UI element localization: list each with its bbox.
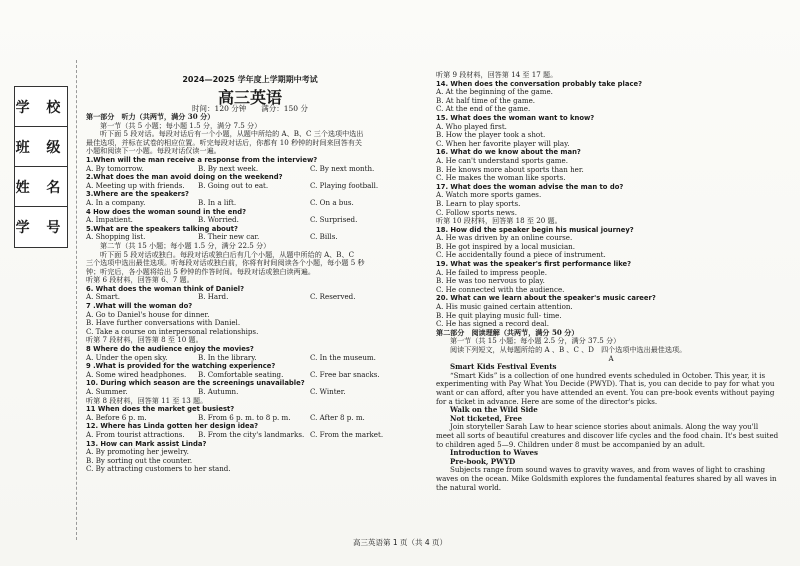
text-line: C. He accidentally found a piece of instrument. [436,250,606,260]
text-line: 最佳选项，并标在试卷的相应位置。听完每段对话后，你都有 10 秒钟的时间来回答有关 [86,137,363,147]
text-line: B. How the player took a shot. [436,130,546,140]
text-line: A. His music gained certain attention. [436,302,573,312]
text-line: 小题和阅读下一小题。每段对话仅读一遍。 [86,146,221,156]
answer-option: C. Surprised. [310,215,358,225]
answer-option: B. From 6 p. m. to 8 p. m. [198,412,291,422]
text-line: experimenting with Pay What You Decide (PWYD). That is, you can decide to pay for what you [436,379,775,389]
question-text: 5.What are the speakers talking about? [86,224,238,233]
text-line: 听第 6 段材料，回答第 6、7 题。 [86,275,194,285]
text-line: “Smart Kids” is a collection of one hundred events scheduled in October. This year, it is [450,370,766,380]
answer-option: C. Winter. [310,387,346,396]
question-text: 19. What was the speaker's first performance like? [436,260,632,269]
text-line: A. Go to Daniel's house for dinner. [86,309,210,319]
subject-title: 高三英语 [217,88,282,107]
answer-option: A. Before 6 p. m. [86,412,147,422]
answer-option: A. By tomorrow. [86,163,144,173]
text-line: for a ticket in advance. Here are some of the director's picks. [436,396,658,406]
question-text: 17. What does the woman advise the man to do? [436,182,624,191]
answer-option: A. Shopping list. [86,232,146,242]
text-line: B. He was too nervous to play. [436,276,545,286]
text-line: 听第 9 段材料，回答第 14 至 17 题。 [436,70,558,79]
answer-options [86,182,416,191]
text-line: B. Have further conversations with Daniel. [86,318,241,328]
question-text: 12. Where has Linda gotten her design idea? [86,422,259,431]
text-line: A. He was driven by an online course. [436,233,573,243]
answer-options [86,414,416,423]
answer-option: B. By next week. [198,163,259,173]
text-line: 第一部分 听力（共两节，满分 30 分） [86,112,215,121]
answer-option: C. After 8 p. m. [310,412,365,422]
text-line: C. Follow sports news. [436,207,517,217]
text-line: 第一节（共 5 小题；每小题 1.5 分，满分 7.5 分） [100,120,262,130]
answer-option: B. Their new car. [198,232,260,242]
answer-option: B. Comfortable seating. [198,369,284,379]
answer-option: A. From tourist attractions. [86,429,185,439]
question-text: 3.Where are the speakers? [86,190,189,199]
question-text: 8 Where do the audience enjoy the movies? [86,345,254,354]
answer-option: A. In a company. [86,197,146,207]
answer-options [86,293,416,302]
text-line: B. At half time of the game. [436,95,536,105]
question-text: 6. What does the woman think of Daniel? [86,284,245,293]
question-text: 2.What does the man avoid doing on the weekend? [86,173,283,182]
student-info-box [14,86,68,248]
answer-option: A. Meeting up with friends. [86,180,185,190]
text-line: C. He has signed a record deal. [436,319,550,329]
text-line: waves on the ocean. Mike Goldsmith explores the fundamental features shared by all waves in [436,473,777,483]
right-column [436,71,786,492]
text-line: 三个选项中选出最佳选项。听每段对话或独白前，你将有时间阅读各个小题，每小题 5 秒 [86,258,365,268]
answer-options [86,371,416,380]
text-line: B. He got inspired by a local musician. [436,241,576,251]
question-text: 14. When does the conversation probably take place? [436,79,643,88]
text-line: A. Who played first. [436,121,507,131]
text-line: A [608,353,614,363]
text-line: 听第 8 段材料，回答第 11 至 13 题。 [86,395,208,405]
text-line: B. He knows more about sports than her. [436,164,584,174]
answer-option: B. Autumn. [198,387,239,396]
text-line: meet all sorts of beautiful creatures and discover life cycles and the food chain. It's best suited [436,430,779,440]
answer-option: C. On a bus. [310,197,354,207]
question-text: 15. What does the woman want to know? [436,113,595,122]
question-text: 11 When does the market get busiest? [86,405,235,414]
text-line: Introduction to Waves [450,448,539,458]
text-line: 听下面 5 段对话。每段对话后有一个小题，从题中所给的 A、B、C 三个选项中选出 [100,129,364,139]
answer-options [86,354,416,363]
answer-options [86,165,416,174]
text-line: Subjects range from sound waves to gravity waves, and from waves of light to crashing [450,465,766,475]
question-text: 18. How did the speaker begin his musical journey? [436,225,634,234]
answer-options [86,431,416,440]
text-line: 听第 10 段材料，回答第 18 至 20 题。 [436,216,562,226]
question-text: 10. During which season are the screenings unavailable? [86,379,305,388]
question-text: 1.When will the man receive a response from the interview? [86,155,318,164]
answer-option: C. From the market. [310,429,384,439]
answer-option: B. Hard. [198,292,229,302]
answer-option: B. Worried. [198,215,239,225]
text-line: Walk on the Wild Side [450,405,538,415]
binding-divider [76,60,77,540]
answer-option: C. Playing football. [310,180,379,190]
text-line: Smart Kids Festival Events [450,362,557,372]
answer-option: B. In a lift. [198,197,237,207]
text-line: 第一节（共 15 小题；每小题 2.5 分，满分 37.5 分） [450,336,621,346]
text-line: B. By sorting out the counter. [86,455,193,465]
text-line: C. When her favorite player will play. [436,138,570,148]
answer-option: C. In the museum. [310,352,376,362]
text-line: 听第 7 段材料，回答第 8 至 10 题。 [86,335,203,345]
exam-timing: 时间：120 分钟 满分：150 分 [192,104,308,113]
page-footer: 高三英语第 1 页（共 4 页） [352,538,448,547]
answer-option: C. Bills. [310,232,338,242]
question-text: 16. What do we know about the man? [436,148,581,157]
question-text: 20. What can we learn about the speaker's music career? [436,294,656,303]
text-line: B. Learn to play sports. [436,198,521,208]
answer-options [86,199,416,208]
text-line: C. Take a course on interpersonal relationships. [86,326,259,336]
text-line: Pre-book, PWYD [450,456,516,466]
answer-option: B. From the city's landmarks. [198,429,305,439]
answer-option: A. Under the open sky. [86,352,168,362]
text-line: C. He connected with the audience. [436,284,565,294]
answer-options [86,216,416,225]
text-line: A. He failed to impress people. [436,267,547,277]
text-line: the natural world. [436,482,502,492]
text-line: A. By promoting her jewelry. [86,447,189,457]
answer-option: C. Free bar snacks. [310,369,380,379]
question-text: 4 How does the woman sound in the end? [86,207,247,216]
answer-option: B. Going out to eat. [198,180,269,190]
question-text: 13. How can Mark assist Linda? [86,439,207,448]
name-label: 姓 名 [15,167,67,207]
text-line: A. Watch more sports games. [436,190,542,200]
text-line: 钟；听完后，各小题将给出 5 秒钟的作答时间。每段对话或独白读两遍。 [86,266,315,276]
answer-option: A. Some wired headphones. [86,369,187,379]
text-line: want or can afford, after you have attended an event. You can pre-book events without paying [436,387,775,397]
text-line: A. He can't understand sports game. [436,155,568,165]
left-column [86,113,416,474]
answer-option: A. Summer. [86,387,128,396]
text-line: C. He makes the woman like sports. [436,173,566,183]
class-label: 班 级 [15,127,67,167]
text-line: to children aged 5—9. Children under 8 must be accompanied by an adult. [436,439,705,449]
text-line: B. He quit playing music full- time. [436,310,562,320]
question-text: 7 .What will the woman do? [86,302,193,311]
text-line: C. At the end of the game. [436,104,531,114]
answer-option: C. By next month. [310,163,375,173]
text-line: Join storyteller Sarah Law to hear science stories about animals. Along the way you'll [450,422,759,432]
answer-option: A. Impatient. [86,215,133,225]
answer-option: A. Smart. [86,292,120,302]
exam-title: 2024—2025 学年度上学期期中考试 [182,75,318,84]
school-label: 学 校 [15,87,67,127]
answer-option: C. Reserved. [310,292,356,302]
text-line: 第二部分 阅读理解（共两节，满分 50 分） [436,327,579,337]
text-line: A. At the beginning of the game. [436,87,553,97]
text-line: C. By attracting customers to her stand. [86,464,231,474]
text-line: 听下面 5 段对话或独白。每段对话或独白后有几个小题，从题中所给的 A、B、C [100,249,355,259]
text-line: 阅读下列短文，从每题所给的 A 、B 、C 、D 四个选项中选出最佳选项。 [450,345,687,354]
student-number-label: 学 号 [15,219,67,236]
answer-option: B. In the library. [198,352,257,362]
text-line: Not ticketed, Free [450,413,523,423]
question-text: 9 .What is provided for the watching experience? [86,362,276,371]
text-line: 第二节（共 15 小题；每小题 1.5 分，满分 22.5 分） [100,240,271,250]
